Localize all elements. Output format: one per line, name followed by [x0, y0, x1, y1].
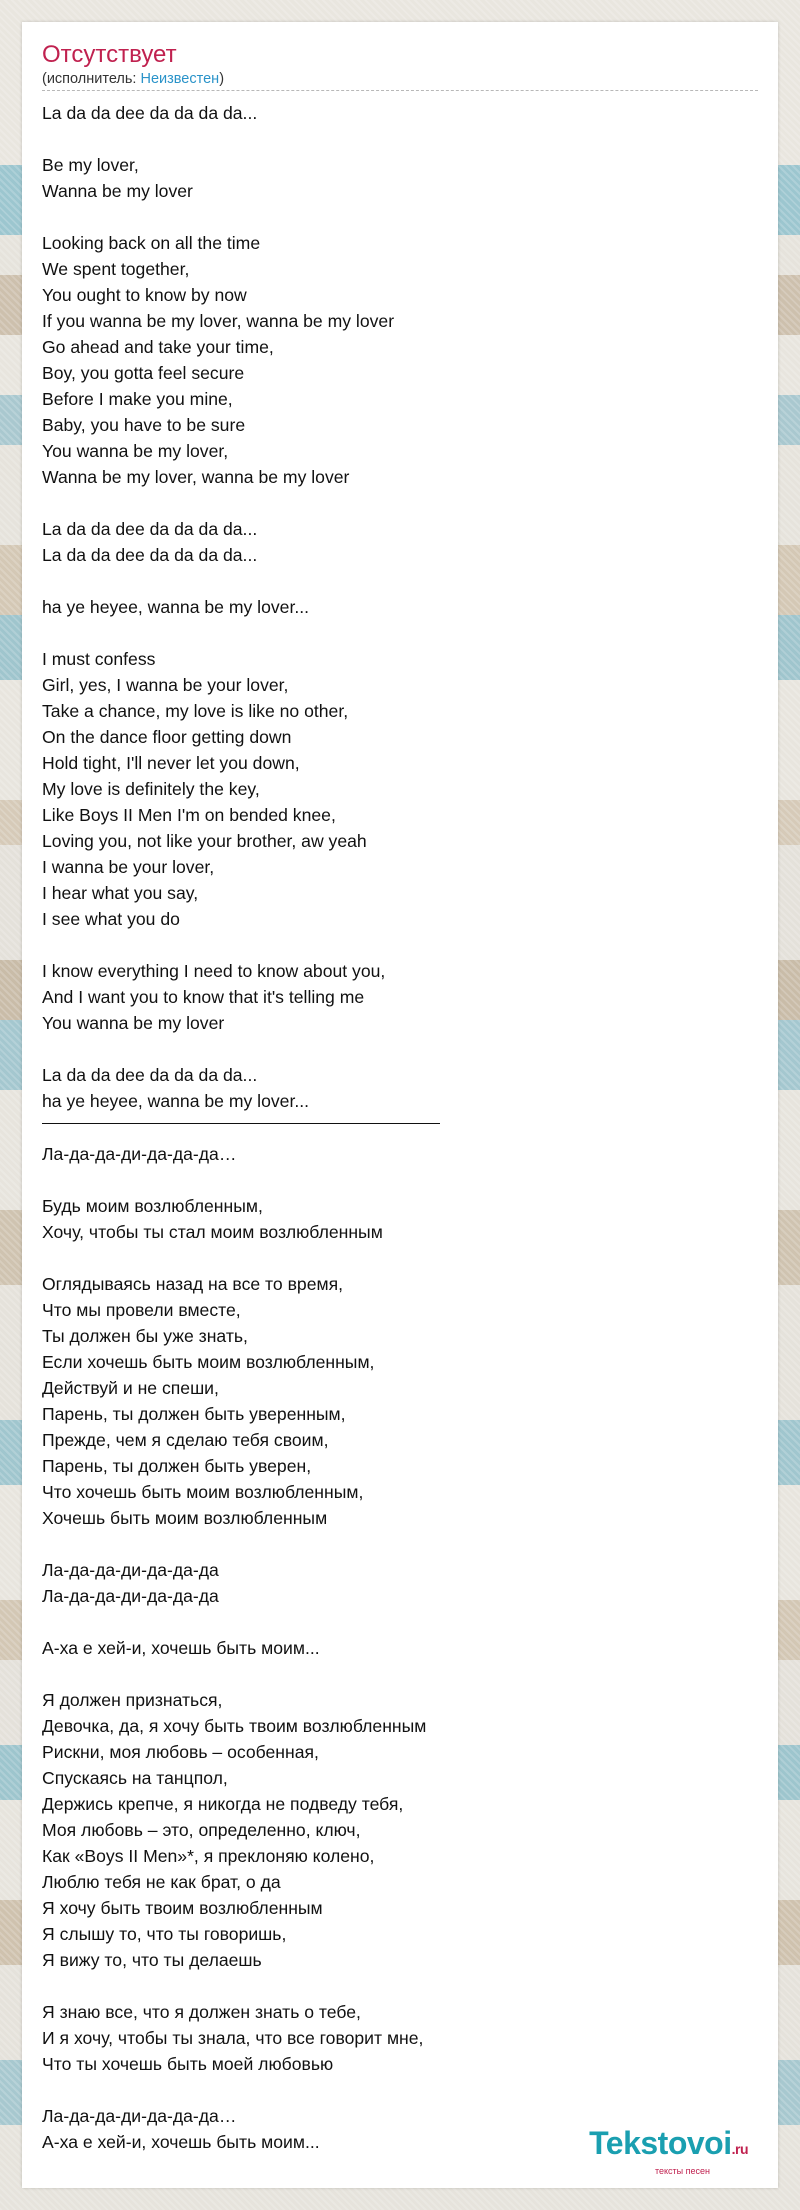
lyric-line: Я знаю все, что я должен знать о тебе,: [42, 2002, 361, 2022]
lyric-line: La da da dee da da da da...: [42, 545, 258, 565]
logo-tld: .ru: [731, 2141, 748, 2157]
lyric-line: Я слышу то, что ты говоришь,: [42, 1924, 287, 1944]
stanza-break: [42, 1245, 758, 1271]
lyric-line: My love is definitely the key,: [42, 779, 260, 799]
lyric-line: Take a chance, my love is like no other,: [42, 701, 349, 721]
lyric-line: Спускаясь на танцпол,: [42, 1768, 228, 1788]
stanza-break: [42, 1661, 758, 1687]
lyric-line: I hear what you say,: [42, 883, 199, 903]
lyric-line: Ла-да-да-ди-да-да-да: [42, 1586, 219, 1606]
tekstovoi-logo[interactable]: [548, 2125, 748, 2176]
lyric-line: Like Boys II Men I'm on bended knee,: [42, 805, 336, 825]
lyric-line: Моя любовь – это, определенно, ключ,: [42, 1820, 361, 1840]
lyric-line: Рискни, моя любовь – особенная,: [42, 1742, 319, 1762]
lyric-line: Looking back on all the time: [42, 233, 261, 253]
stanza-break: [42, 620, 758, 646]
lyric-line: Ла-да-да-ди-да-да-да: [42, 1560, 219, 1580]
artist-prefix: (исполнитель:: [42, 71, 141, 87]
lyric-line: Что мы провели вместе,: [42, 1300, 241, 1320]
lyric-line: Hold tight, I'll never let you down,: [42, 753, 300, 773]
lyric-line: Before I make you mine,: [42, 389, 233, 409]
artist-line: [42, 70, 758, 88]
russian-lyrics: [42, 1141, 758, 2155]
lyric-line: Girl, yes, I wanna be your lover,: [42, 675, 289, 695]
song-header: [42, 40, 758, 92]
lyric-line: If you wanna be my lover, wanna be my lover: [42, 311, 395, 331]
english-lyrics: [42, 100, 758, 1114]
lyric-line: Я должен признаться,: [42, 1690, 223, 1710]
stanza-break: [42, 568, 758, 594]
stanza-break: [42, 204, 758, 230]
lyric-line: Хочу, чтобы ты стал моим возлюбленным: [42, 1222, 383, 1242]
lyric-line: А-ха е хей-и, хочешь быть моим...: [42, 2132, 320, 2152]
lyric-line: Будь моим возлюбленным,: [42, 1196, 263, 1216]
lyric-line: Держись крепче, я никогда не подведу тебя,: [42, 1794, 404, 1814]
stanza-break: [42, 490, 758, 516]
logo-wordmark: [548, 2126, 748, 2166]
lyric-line: Wanna be my lover, wanna be my lover: [42, 467, 350, 487]
lyric-line: ha ye heyee, wanna be my lover...: [42, 1091, 309, 1111]
stanza-break: [42, 1609, 758, 1635]
lyric-line: Действуй и не спеши,: [42, 1378, 219, 1398]
stanza-break: [42, 2077, 758, 2103]
logo-tagline: тексты песен: [654, 2166, 710, 2176]
lyric-line: Хочешь быть моим возлюбленным: [42, 1508, 328, 1528]
lyric-line: Ла-да-да-ди-да-да-да…: [42, 2106, 237, 2126]
lyric-line: Прежде, чем я сделаю тебя своим,: [42, 1430, 329, 1450]
stanza-break: [42, 932, 758, 958]
stanza-break: [42, 1167, 758, 1193]
lyric-line: I know everything I need to know about you,: [42, 961, 386, 981]
lyric-line: Оглядываясь назад на все то время,: [42, 1274, 344, 1294]
stanza-break: [42, 1973, 758, 1999]
lyrics-body: [42, 100, 758, 2155]
lyric-line: And I want you to know that it's telling me: [42, 987, 365, 1007]
lyric-line: I wanna be your lover,: [42, 857, 215, 877]
song-title: Отсутствует: [42, 41, 177, 68]
lyric-line: Что ты хочешь быть моей любовью: [42, 2054, 334, 2074]
lyric-line: Парень, ты должен быть уверенным,: [42, 1404, 346, 1424]
lyric-line: Boy, you gotta feel secure: [42, 363, 245, 383]
lyric-line: Ла-да-да-ди-да-да-да…: [42, 1144, 237, 1164]
lyric-line: Loving you, not like your brother, aw yeah: [42, 831, 367, 851]
stanza-break: [42, 1036, 758, 1062]
lyric-line: We spent together,: [42, 259, 190, 279]
lyric-line: А-ха е хей-и, хочешь быть моим...: [42, 1638, 320, 1658]
lyric-line: Парень, ты должен быть уверен,: [42, 1456, 312, 1476]
lyric-line: Девочка, да, я хочу быть твоим возлюбленным: [42, 1716, 427, 1736]
lyric-line: La da da dee da da da da...: [42, 1065, 258, 1085]
lyric-line: Как «Boys II Men»*, я преклоняю колено,: [42, 1846, 375, 1866]
lyric-line: Если хочешь быть моим возлюбленным,: [42, 1352, 375, 1372]
lyric-line: Люблю тебя не как брат, о да: [42, 1872, 281, 1892]
lyric-line: Что хочешь быть моим возлюбленным,: [42, 1482, 364, 1502]
artist-link[interactable]: Неизвестен: [140, 71, 220, 87]
logo-name: Tekstovoi: [589, 2125, 732, 2161]
lyric-line: I must confess: [42, 649, 156, 669]
lyric-line: You wanna be my lover: [42, 1013, 225, 1033]
lyrics-card: [22, 22, 778, 2188]
lyric-line: ha ye heyee, wanna be my lover...: [42, 597, 309, 617]
lyric-line: You ought to know by now: [42, 285, 247, 305]
artist-suffix: ): [219, 71, 225, 87]
title-divider: [42, 90, 758, 91]
lyric-line: Я вижу то, что ты делаешь: [42, 1950, 262, 1970]
lyric-line: La da da dee da da da da...: [42, 103, 258, 123]
lyric-line: Ты должен бы уже знать,: [42, 1326, 248, 1346]
translation-separator: [42, 1114, 440, 1124]
lyric-line: Go ahead and take your time,: [42, 337, 274, 357]
stanza-break: [42, 126, 758, 152]
lyric-line: Wanna be my lover: [42, 181, 193, 201]
lyric-line: I see what you do: [42, 909, 180, 929]
lyric-line: Я хочу быть твоим возлюбленным: [42, 1898, 323, 1918]
lyric-line: Baby, you have to be sure: [42, 415, 246, 435]
stanza-break: [42, 1531, 758, 1557]
lyric-line: И я хочу, чтобы ты знала, что все говорит мне,: [42, 2028, 424, 2048]
lyric-line: You wanna be my lover,: [42, 441, 229, 461]
lyric-line: On the dance floor getting down: [42, 727, 292, 747]
lyric-line: La da da dee da da da da...: [42, 519, 258, 539]
lyric-line: Be my lover,: [42, 155, 139, 175]
